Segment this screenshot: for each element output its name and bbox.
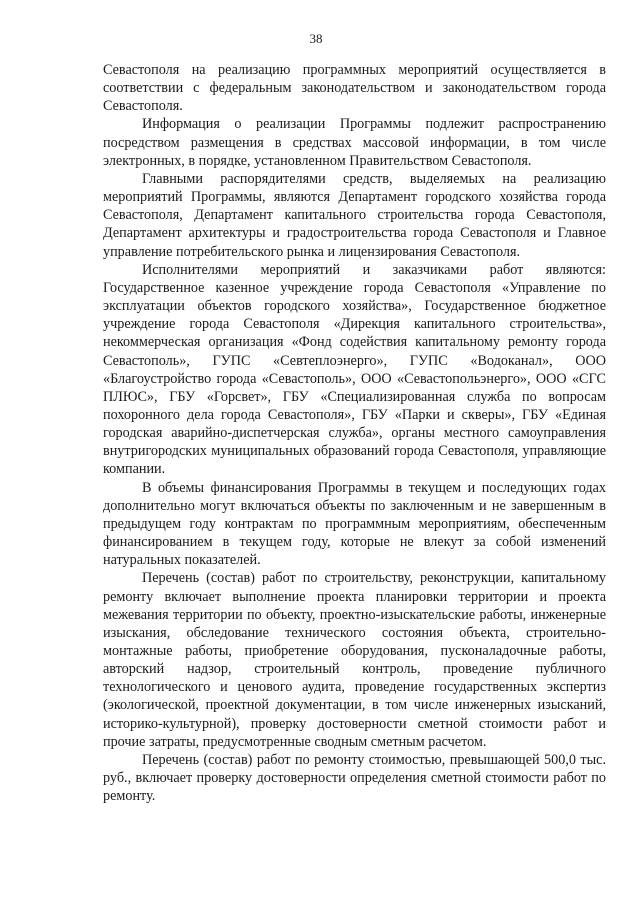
paragraph-executors: Исполнителями мероприятий и заказчиками работ являются: Государственное казенное учреждение города Севастополя «Управление по эксплуатации объектов городского хозяйства», Государственное бюджетное учреждение города Севастополя «Дирекция капитального строительства», некоммерческая организация «Фонд содействия капитальному ремонту города Севастополь», ГУПС «Севтеплоэнерго», ГУПС «Водоканал», ООО «Благоустройство города «Севастополь», ООО «Севастопольэнерго», ООО «СГС ПЛЮС», ГБУ «Горсвет», ГБУ «Специализированная служба по вопросам похоронного дела города Севастополя», ГБУ «Парки и скверы», ГБУ «Единая городская аварийно-диспетчерская служба», органы местного самоуправления внутригородских муниципальных образований города Севастополя, управляющие компании.	[103, 261, 606, 478]
page-number: 38	[309, 31, 323, 46]
paragraph-construction-works: Перечень (состав) работ по строительству, реконструкции, капитальному ремонту включает выполнение проекта планировки территории и проекта межевания территории по объекту, проектно-изыскательские работы, инженерные изыскания, обследование технического состояния объекта, строительно-монтажные работы, приобретение оборудования, пусконаладочные работы, авторский надзор, строительный контроль, проведение публичного технологического и ценового аудита, проведение государственных экспертиз (экологической, проектной документации, в том числе инженерных изысканий, историко-культурной), проверку достоверности сметной стоимости работ и прочие затраты, предусмотренные сводным сметным расчетом.	[103, 570, 606, 750]
paragraph-repair-works: Перечень (состав) работ по ремонту стоимостью, превышающей 500,0 тыс. руб., включает проверку достоверности определения сметной стоимости работ по ремонту.	[103, 751, 606, 805]
paragraph-continuation: Севастополя на реализацию программных мероприятий осуществляется в соответствии с федеральным законодательством и законодательством города Севастополя.	[103, 62, 606, 115]
body-text	[103, 61, 606, 805]
paragraph-financing-volumes: В объемы финансирования Программы в текущем и последующих годах дополнительно могут включаться объекты по заключенным и не завершенным в предыдущем году контрактам по программным мероприятиям, обеспеченным финансированием в текущем году, которые не влекут за собой изменений натуральных показателей.	[103, 479, 606, 569]
paragraph-information: Информация о реализации Программы подлежит распространению посредством размещения в средствах массовой информации, в том числе электронных, в порядке, установленном Правительством Севастополя.	[103, 116, 606, 169]
paragraph-main-managers: Главными распорядителями средств, выделяемых на реализацию мероприятий Программы, являются Департамент городского хозяйства города Севастополя, Департамент капитального строительства города Севастополя, Департамент архитектуры и градостроительства города Севастополя и Главное управление потребительского рынка и лицензирования Севастополя.	[103, 170, 606, 260]
